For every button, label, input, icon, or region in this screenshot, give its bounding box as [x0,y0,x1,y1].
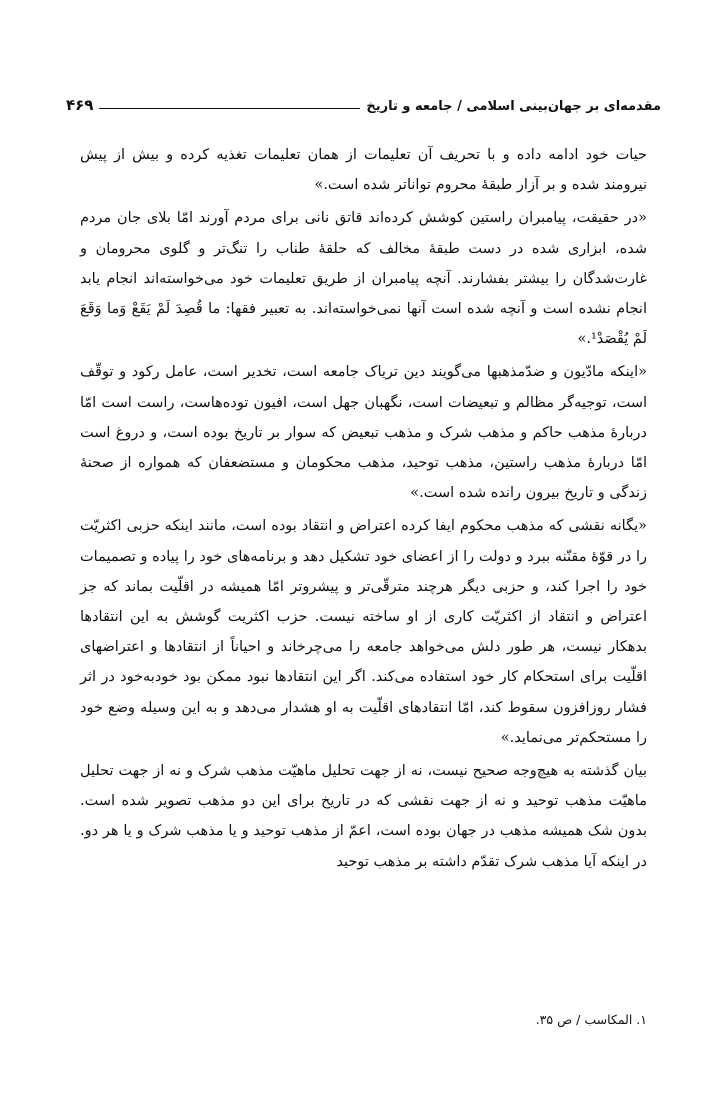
paragraph-4: «یگانه نقشی که مذهب محکوم ایفا کرده اعتراض و انتقاد بوده است، مانند اینکه حزبی اکثریّت را در قوّهٔ مقنّنه ببرد و دولت را از اعضای خود تشکیل دهد و برنامه‌های خود را پیاده و تصمیمات خود را اجرا کند، و حزبی دیگر هرچند مترقّی‌تر و پیشروتر امّا همیشه در اقلّیت بماند که جز اعتراض و انتقاد از اکثریّت کاری از او ساخته نیست. حزب اکثریت گوشش به این انتقادها بدهکار نیست، هر طور دلش می‌خواهد جامعه را می‌چرخاند و احیاناً از انتقادها و اعتراضهای اقلّیت برای استحکام کار خود استفاده می‌کند. اگر این انتقادها نبود ممکن بود خودبه‌خود در اثر فشار روزافزون سقوط کند، امّا انتقادهای اقلّیت به او هشدار می‌دهد و به این وسیله وضع خود را مستحکم‌تر می‌نماید.» [80,518,647,746]
paragraph-5: بیان گذشته به هیچ‌وجه صحیح نیست، نه از جهت تحلیل ماهیّت مذهب شرک و نه از جهت تحلیل ماهیّت مذهب توحید و نه از جهت نقشی که در تاریخ برای این دو مذهب تصویر شده است. بدون شک همیشه مذهب در جهان بوده است، اعمّ از مذهب توحید و یا مذهب شرک و یا هر دو. در اینکه آیا مذهب شرک تقدّم داشته بر مذهب توحید [80,763,647,870]
running-title: مقدمه‌ای بر جهان‌بینی اسلامی / جامعه و تاریخ [366,99,661,114]
paragraph-3: «اینکه مادّیون و ضدّمذهبها می‌گویند دین تریاک جامعه است، تخدیر است، عامل رکود و توقّف است، توجیه‌گر مظالم و تبعیضات است، نگهبان جهل است، افیون توده‌هاست، راست است امّا دربارهٔ مذهب حاکم و مذهب شرک و مذهب تبعیض که سوار بر تاریخ بوده است، و دروغ است امّا دربارهٔ مذهب راستین، مذهب توحید، مذهب محکومان و مستضعفان که همواره از صحنهٔ زندگی و تاریخ بیرون رانده شده است.» [80,364,647,502]
header-rule [99,108,360,109]
footnotes [80,1010,647,1030]
paragraph-2: «در حقیقت، پیامبران راستین کوشش کرده‌اند قاتق نانی برای مردم آورند امّا بلای جان مردم شده، ابزاری شده در دست طبقهٔ مخالف که حلقهٔ طناب را تنگ‌تر و گلوی محرومان و غارت‌شدگان را بیشتر بفشارند. آنچه پیامبران از طریق تعلیمات خود می‌خواسته‌اند انجام یابد انجام نشده است و آنچه شده است آنها نمی‌خواسته‌اند. به تعبیر فقها: ما قُصِدَ لَمْ یَقَعْ وَما وَقَعَ لَمْ یُقْصَدْ¹.» [80,210,647,348]
paragraph-1: حیات خود ادامه داده و با تحریف آن تعلیمات از همان تعلیمات تغذیه کرده و بیش از پیش نیرومند شده و بر آزار طبقهٔ محروم تواناتر شده است.» [80,147,647,194]
body-text [80,140,647,880]
footnote-1: ۱. المکاسب / ص ۳۵. [535,1012,647,1027]
page-header [66,86,661,114]
page-number: ۴۶۹ [66,96,94,114]
